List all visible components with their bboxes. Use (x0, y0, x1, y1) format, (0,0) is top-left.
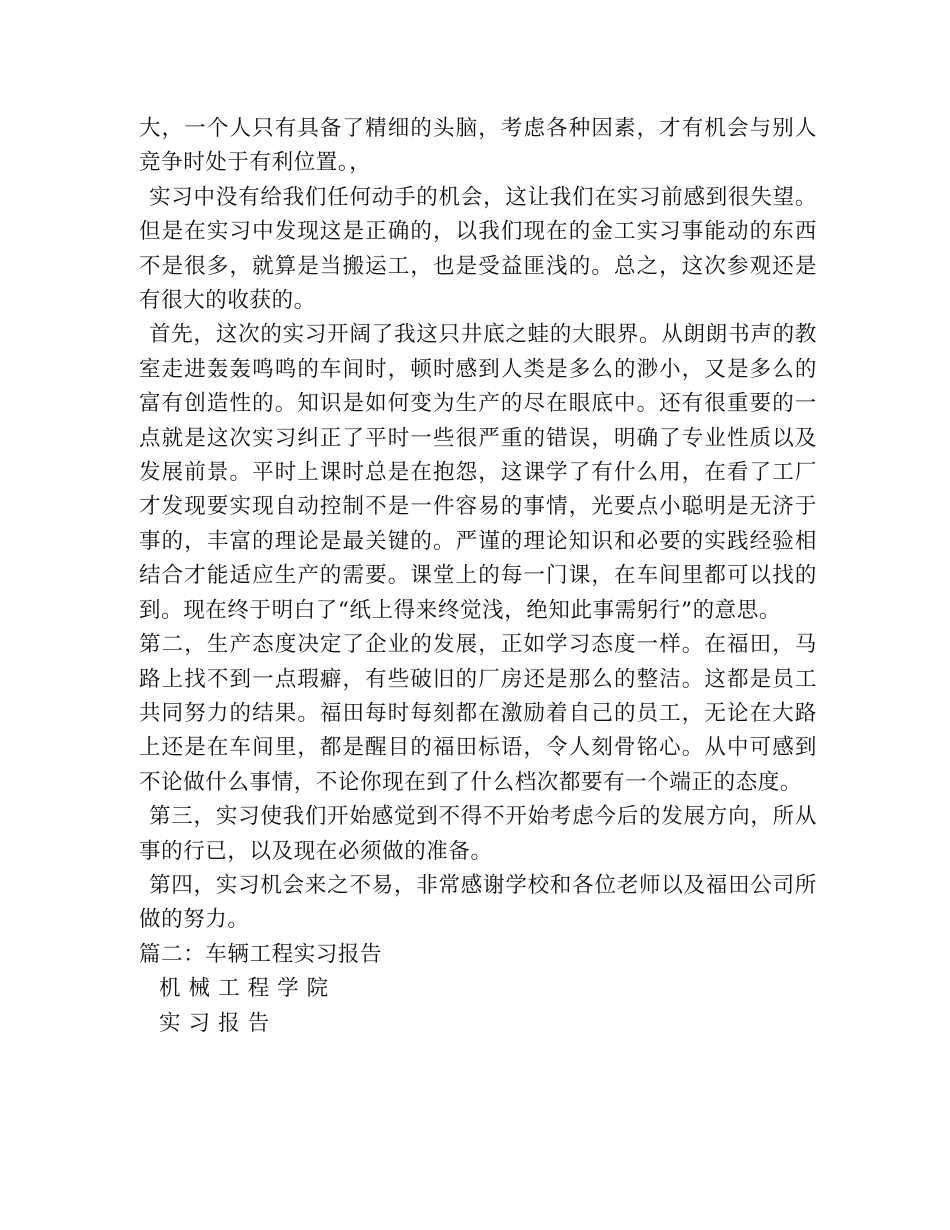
paragraph-no-hands-on: 实习中没有给我们任何动手的机会，这让我们在实习前感到很失望。但是在实习中发现这是正确的，以我们现在的金工实习事能动的东西不是很多，就算是当搬运工，也是受益匪浅的。总之，这次参观还是有很大的收获的。 (139, 184, 817, 314)
section-heading: 篇二：车辆工程实习报告 (139, 941, 383, 967)
college-name: 机 械 工 程 学 院 (159, 976, 329, 1002)
document-body (139, 112, 817, 1041)
paragraph-second: 第二，生产态度决定了企业的发展，正如学习态度一样。在福田，马路上找不到一点瑕癖，有些破旧的厂房还是那么的整洁。这都是员工共同努力的结果。福田每时每刻都在激励着自己的员工，无论在大路上还是在车间里，都是醒目的福田标语，令人刻骨铭心。从中可感到不论做什么事情，不论你现在到了什么档次都要有一个端正的态度。 (139, 632, 817, 795)
report-title: 实 习 报 告 (159, 1010, 270, 1036)
paragraph-third: 第三，实习使我们开始感觉到不得不开始考虑今后的发展方向，所从事的行已，以及现在必须做的准备。 (139, 804, 817, 864)
paragraph-fourth: 第四，实习机会来之不易，非常感谢学校和各位老师以及福田公司所做的努力。 (139, 872, 817, 933)
paragraph-first: 首先，这次的实习开阔了我这只井底之蛙的大眼界。从朗朗书声的教室走进轰轰鸣鸣的车间时，顿时感到人类是多么的渺小，又是多么的富有创造性的。知识是如何变为生产的尽在眼底中。还有很重要的一点就是这次实习纠正了平时一些很严重的错误，明确了专业性质以及发展前景。平时上课时总是在抱怨，这课学了有什么用，在看了工厂才发现要实现自动控制不是一件容易的事情，光要点小聪明是无济于事的，丰富的理论是最关键的。严谨的理论知识和必要的实践经验相结合才能适应生产的需要。课堂上的每一门课，在车间里都可以找的到。现在终于明白了“纸上得来终觉浅，绝知此事需躬行”的意思。 (139, 322, 817, 623)
paragraph-continuation: 大，一个人只有具备了精细的头脑，考虑各种因素，才有机会与别人竞争时处于有利位置。， (139, 116, 817, 176)
